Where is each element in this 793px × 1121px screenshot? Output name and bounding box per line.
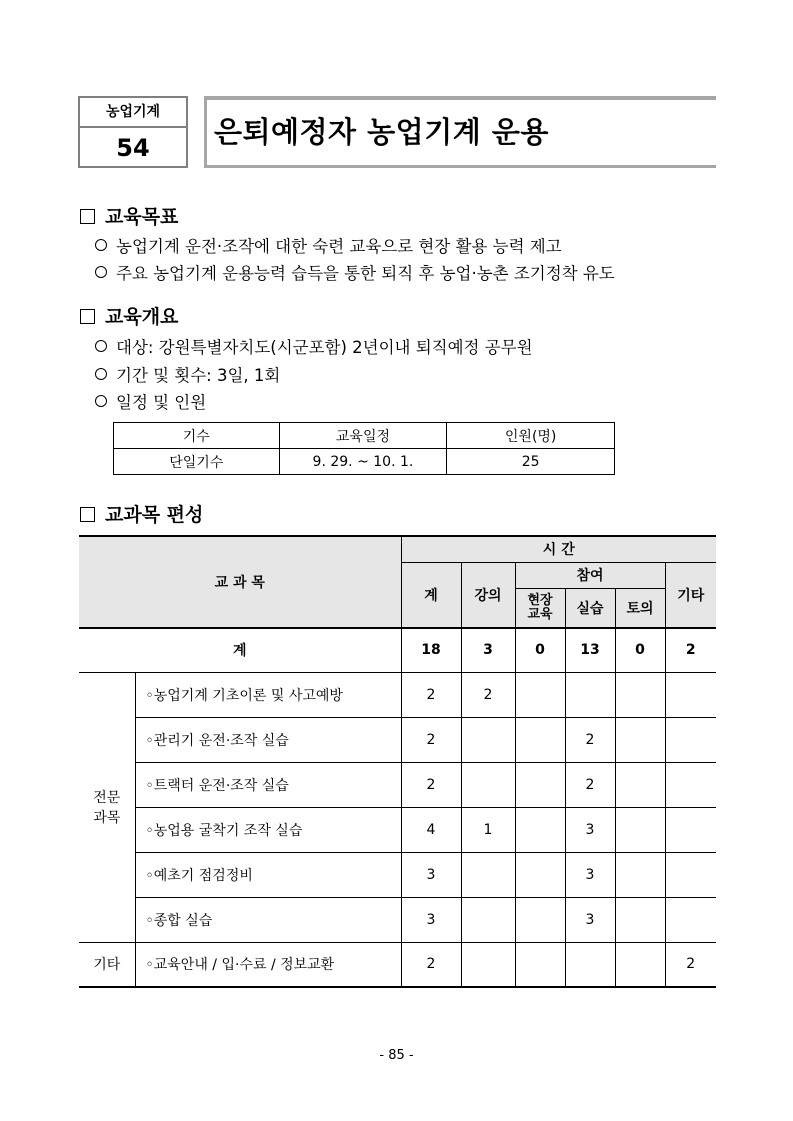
lecture-cell xyxy=(461,852,515,897)
table-header-cell: 인원(명) xyxy=(447,423,615,449)
circle-bullet-icon xyxy=(95,266,107,278)
field-cell xyxy=(515,717,565,762)
sum-row xyxy=(79,628,716,672)
field-cell xyxy=(515,807,565,852)
etc-header: 기타 xyxy=(665,562,716,628)
table-row xyxy=(79,852,716,897)
etc-cell xyxy=(665,852,716,897)
group-label-etc: 기타 xyxy=(79,942,135,987)
table-header-row xyxy=(114,423,615,449)
circle-bullet-icon xyxy=(95,239,107,251)
discussion-cell xyxy=(615,897,665,942)
sum-lecture: 3 xyxy=(461,628,515,672)
page-title: 은퇴예정자 농업기계 운용 xyxy=(214,115,549,149)
total-cell: 2 xyxy=(401,942,461,987)
table-cell: 9. 29. ~ 10. 1. xyxy=(279,449,447,475)
sum-practice: 13 xyxy=(565,628,615,672)
lecture-cell: 2 xyxy=(461,672,515,717)
lecture-cell xyxy=(461,762,515,807)
total-cell: 2 xyxy=(401,672,461,717)
overview-heading: 교육개요 xyxy=(80,302,178,329)
practice-cell xyxy=(565,942,615,987)
lecture-cell xyxy=(461,897,515,942)
circle-bullet-icon xyxy=(95,395,107,407)
subject-cell: ◦트랙터 운전·조작 실습 xyxy=(135,762,401,807)
circle-bullet-icon xyxy=(95,368,107,380)
subject-cell: ◦관리기 운전·조작 실습 xyxy=(135,717,401,762)
etc-cell xyxy=(665,672,716,717)
etc-cell xyxy=(665,762,716,807)
subject-header: 교 과 목 xyxy=(79,536,401,628)
sum-total: 18 xyxy=(401,628,461,672)
total-cell: 3 xyxy=(401,897,461,942)
objectives-heading: 교육목표 xyxy=(80,202,178,229)
etc-cell xyxy=(665,897,716,942)
subject-cell: ◦교육안내 / 입·수료 / 정보교환 xyxy=(135,942,401,987)
field-cell xyxy=(515,942,565,987)
sum-label: 계 xyxy=(79,628,401,672)
subject-cell: ◦예초기 점검정비 xyxy=(135,852,401,897)
title-border-left xyxy=(204,96,207,168)
sum-discussion: 0 xyxy=(615,628,665,672)
category-label: 농업기계 xyxy=(80,98,186,128)
participation-header: 참여 xyxy=(515,562,665,588)
curriculum-heading: 교과목 편성 xyxy=(80,500,203,527)
page-number: - 85 - xyxy=(379,1048,414,1063)
table-header-cell: 기수 xyxy=(114,423,280,449)
practice-cell: 3 xyxy=(565,897,615,942)
subject-cell: ◦종합 실습 xyxy=(135,897,401,942)
etc-cell xyxy=(665,717,716,762)
discussion-header: 토의 xyxy=(615,588,665,628)
overview-item: 대상: 강원특별자치도(시군포함) 2년이내 퇴직예정 공무원 xyxy=(95,334,533,358)
lecture-cell xyxy=(461,717,515,762)
field-cell xyxy=(515,672,565,717)
discussion-cell xyxy=(615,852,665,897)
field-cell xyxy=(515,762,565,807)
practice-cell xyxy=(565,672,615,717)
subject-cell: ◦농업용 굴착기 조작 실습 xyxy=(135,807,401,852)
table-header-row xyxy=(79,536,716,562)
etc-cell: 2 xyxy=(665,942,716,987)
table-row xyxy=(79,717,716,762)
total-cell: 3 xyxy=(401,852,461,897)
practice-header: 실습 xyxy=(565,588,615,628)
title-border-top xyxy=(204,96,716,100)
discussion-cell xyxy=(615,762,665,807)
time-header: 시 간 xyxy=(401,536,716,562)
table-row xyxy=(79,897,716,942)
table-cell: 단일기수 xyxy=(114,449,280,475)
group-label-specialized: 전문 과목 xyxy=(79,672,135,942)
overview-item: 기간 및 횟수: 3일, 1회 xyxy=(95,362,280,386)
discussion-cell xyxy=(615,942,665,987)
sum-field: 0 xyxy=(515,628,565,672)
table-row xyxy=(79,762,716,807)
practice-cell: 3 xyxy=(565,852,615,897)
circle-bullet-icon xyxy=(95,340,107,352)
sum-etc: 2 xyxy=(665,628,716,672)
table-cell: 25 xyxy=(447,449,615,475)
etc-cell xyxy=(665,807,716,852)
objective-item: 농업기계 운전·조작에 대한 숙련 교육으로 현장 활용 능력 제고 xyxy=(95,233,562,257)
table-row xyxy=(79,672,716,717)
discussion-cell xyxy=(615,672,665,717)
category-number: 54 xyxy=(116,134,150,162)
title-border-bottom xyxy=(204,165,716,168)
square-bullet-icon xyxy=(80,209,95,224)
total-cell: 4 xyxy=(401,807,461,852)
category-box xyxy=(78,96,188,168)
schedule-table xyxy=(113,422,615,475)
discussion-cell xyxy=(615,807,665,852)
square-bullet-icon xyxy=(80,507,95,522)
practice-cell: 3 xyxy=(565,807,615,852)
total-header: 계 xyxy=(401,562,461,628)
objective-item: 주요 농업기계 운용능력 습득을 통한 퇴직 후 농업·농촌 조기정착 유도 xyxy=(95,260,615,284)
discussion-cell xyxy=(615,717,665,762)
lecture-cell xyxy=(461,942,515,987)
field-cell xyxy=(515,852,565,897)
lecture-cell: 1 xyxy=(461,807,515,852)
field-cell xyxy=(515,897,565,942)
total-cell: 2 xyxy=(401,762,461,807)
table-row xyxy=(79,942,716,987)
subject-cell: ◦농업기계 기초이론 및 사고예방 xyxy=(135,672,401,717)
square-bullet-icon xyxy=(80,309,95,324)
total-cell: 2 xyxy=(401,717,461,762)
overview-item: 일정 및 인원 xyxy=(95,389,206,413)
practice-cell: 2 xyxy=(565,717,615,762)
curriculum-table xyxy=(79,535,716,988)
table-row xyxy=(79,807,716,852)
table-header-cell: 교육일정 xyxy=(279,423,447,449)
lecture-header: 강의 xyxy=(461,562,515,628)
table-row xyxy=(114,449,615,475)
field-education-header: 현장 교육 xyxy=(515,588,565,628)
practice-cell: 2 xyxy=(565,762,615,807)
